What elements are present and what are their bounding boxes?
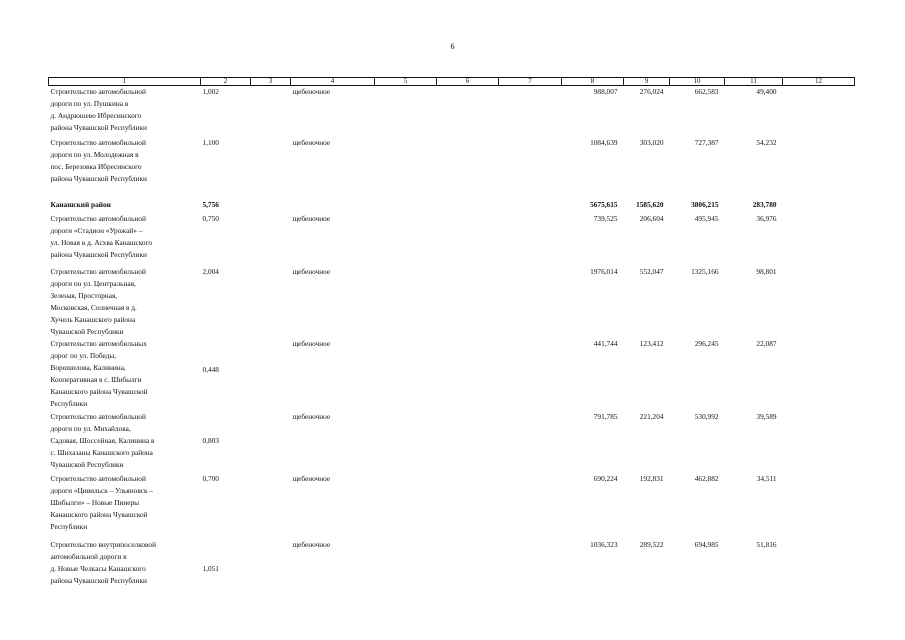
empty-cell: [499, 411, 562, 473]
value-col10: 530,992: [694, 411, 719, 421]
empty-cell: [375, 193, 437, 213]
table-row: [49, 266, 855, 338]
value-col8: 791,785: [593, 411, 618, 421]
empty-cell: [375, 338, 437, 411]
empty-cell: [291, 193, 375, 213]
empty-cell: [251, 338, 291, 411]
empty-cell: [437, 266, 499, 338]
object-name-line: дороги по ул. Михайлова,: [50, 423, 131, 433]
value-col8: 1976,014: [590, 266, 618, 276]
object-name-line: Хучель Канашского района: [50, 314, 136, 324]
district-col8: 5675,615: [590, 199, 618, 209]
empty-cell: [437, 86, 499, 137]
value-col11: 51,816: [756, 539, 777, 549]
empty-cell: [251, 86, 291, 137]
value-col10: 662,583: [694, 87, 719, 96]
object-name-line: Кооперативная в с. Шибылги: [50, 374, 142, 384]
object-name-line: Чувашской Республики: [50, 326, 124, 336]
table-row: [49, 473, 855, 539]
object-name-line: Строительство автомобильной: [50, 87, 146, 96]
object-name-line: Садовая, Шоссейная, Калинина в: [50, 435, 155, 445]
surface-type: щебеночное: [292, 473, 331, 483]
value-col9: 123,412: [639, 338, 664, 348]
empty-cell: [437, 193, 499, 213]
object-name-line: ул. Новая в д. Асхва Канашского: [50, 237, 153, 247]
empty-cell: [437, 137, 499, 193]
empty-cell: [437, 539, 499, 589]
value-col10: 462,882: [694, 473, 719, 483]
surface-type: щебеночное: [292, 213, 331, 223]
value-col9: 192,831: [639, 473, 664, 483]
object-name-line: Республики: [50, 398, 88, 408]
empty-cell: [437, 473, 499, 539]
value-col11: 36,976: [756, 213, 777, 223]
object-name-line: Ворошилова, Калинина,: [50, 362, 126, 372]
object-name-line: Строительство автомобильной: [50, 473, 146, 483]
object-name-line: Строительство автомобильной: [50, 266, 146, 276]
col-header-2: 2: [201, 78, 251, 86]
object-name-line: Строительство автомобильных: [50, 338, 147, 348]
value-col8: 441,744: [593, 338, 618, 348]
value-col10: 495,945: [694, 213, 719, 223]
surface-type: щебеночное: [292, 266, 331, 276]
object-name-line: дороги «Стадион «Урожай» –: [50, 225, 143, 235]
road-construction-table: [48, 77, 855, 589]
col-header-4: 4: [291, 78, 375, 86]
value-col8: 739,525: [593, 213, 618, 223]
surface-type: щебеночное: [292, 338, 331, 348]
road-length: 0,750: [202, 213, 219, 223]
object-name: [49, 213, 201, 266]
value-col11: 22,087: [756, 338, 777, 348]
surface-type: щебеночное: [292, 137, 331, 147]
object-name-line: дороги «Цивильск – Ульяновск –: [50, 485, 153, 495]
value-col11: 54,232: [756, 137, 777, 147]
object-name-line: дорог по ул. Победы,: [50, 350, 117, 360]
value-col8: 1036,323: [590, 539, 618, 549]
table-row: [49, 213, 855, 266]
district-col9: 1585,620: [636, 199, 664, 209]
road-length: 1,100: [202, 137, 219, 147]
empty-cell: [783, 86, 855, 137]
empty-cell: [251, 539, 291, 589]
empty-cell: [375, 266, 437, 338]
object-name-line: Московская, Солнечная в д.: [50, 302, 137, 312]
empty-cell: [499, 266, 562, 338]
object-name-line: д. Новые Челкасы Канашского: [50, 563, 146, 573]
object-name-line: Строительство автомобильной: [50, 137, 146, 147]
empty-cell: [783, 411, 855, 473]
object-name-line: автомобильной дороги в: [50, 551, 127, 561]
value-col9: 276,024: [639, 87, 664, 96]
column-number-header-row: [49, 78, 855, 86]
value-col10: 727,387: [694, 137, 719, 147]
value-col9: 303,020: [639, 137, 664, 147]
empty-cell: [783, 338, 855, 411]
empty-cell: [251, 213, 291, 266]
object-name: [49, 86, 201, 137]
empty-cell: [437, 213, 499, 266]
object-name-line: района Чувашской Республики: [50, 173, 147, 183]
road-length: 0,448: [202, 364, 219, 374]
empty-cell: [499, 86, 562, 137]
col-header-11: 11: [725, 78, 783, 86]
table-row: [49, 338, 855, 411]
empty-cell: [251, 411, 291, 473]
col-header-7: 7: [499, 78, 562, 86]
value-col8: 690,224: [593, 473, 618, 483]
empty-cell: [499, 213, 562, 266]
value-col10: 694,985: [694, 539, 719, 549]
col-header-3: 3: [251, 78, 291, 86]
object-name-line: Строительство внутрипоселковой: [50, 539, 156, 549]
empty-cell: [499, 193, 562, 213]
empty-cell: [375, 86, 437, 137]
object-name-line: района Чувашской Республики: [50, 249, 147, 259]
district-total-row: [49, 193, 855, 213]
col-header-12: 12: [783, 78, 855, 86]
col-header-8: 8: [562, 78, 624, 86]
road-length: 1,051: [202, 563, 219, 573]
value-col9: 206,604: [639, 213, 664, 223]
table-row: [49, 137, 855, 193]
surface-type: щебеночное: [292, 87, 331, 96]
value-col11: 98,801: [756, 266, 777, 276]
object-name-line: района Чувашской Республики: [50, 123, 147, 132]
empty-cell: [783, 266, 855, 338]
col-header-5: 5: [375, 78, 437, 86]
object-name-line: Канашского района Чувашской: [50, 509, 148, 519]
empty-cell: [375, 473, 437, 539]
object-name-line: пос. Березовка Ибресинского: [50, 161, 142, 171]
empty-cell: [499, 338, 562, 411]
object-name: [49, 539, 201, 589]
object-name-line: Строительство автомобильной: [50, 411, 146, 421]
empty-cell: [783, 193, 855, 213]
table-row: [49, 411, 855, 473]
road-length: 0,700: [202, 473, 219, 483]
col-header-10: 10: [670, 78, 725, 86]
object-name-line: Чувашской Республики: [50, 459, 124, 469]
table-row: [49, 86, 855, 137]
object-name-line: Шибылги» – Новые Пинеры: [50, 497, 140, 507]
object-name-line: дороги по ул. Молодежная в: [50, 149, 139, 159]
value-col11: 49,400: [756, 87, 777, 96]
object-name-line: Республики: [50, 521, 88, 531]
empty-cell: [251, 473, 291, 539]
empty-cell: [783, 473, 855, 539]
value-col8: 988,007: [593, 87, 618, 96]
road-construction-table-wrapper: [48, 77, 854, 589]
empty-cell: [251, 137, 291, 193]
object-name-line: Зеленая, Просторная,: [50, 290, 118, 300]
value-col11: 39,589: [756, 411, 777, 421]
empty-cell: [783, 137, 855, 193]
road-length: 2,004: [202, 266, 219, 276]
empty-cell: [375, 411, 437, 473]
value-col9: 221,204: [639, 411, 664, 421]
empty-cell: [375, 213, 437, 266]
value-col8: 1084,639: [590, 137, 618, 147]
empty-cell: [437, 338, 499, 411]
district-col11: 283,780: [752, 199, 777, 209]
empty-cell: [783, 213, 855, 266]
page-number: 6: [450, 42, 455, 51]
object-name: [49, 137, 201, 193]
col-header-1: 1: [49, 78, 201, 86]
value-col9: 552,047: [639, 266, 664, 276]
district-length: 5,756: [202, 199, 219, 209]
surface-type: щебеночное: [292, 411, 331, 421]
col-header-9: 9: [624, 78, 670, 86]
col-header-6: 6: [437, 78, 499, 86]
object-name-line: Канашского района Чувашской: [50, 386, 148, 396]
object-name: [49, 338, 201, 411]
object-name-line: д. Андрюшево Ибресинского: [50, 111, 142, 120]
table-row: [49, 539, 855, 589]
value-col9: 289,522: [639, 539, 664, 549]
object-name: [49, 473, 201, 539]
empty-cell: [251, 266, 291, 338]
road-length: 0,803: [202, 435, 219, 445]
value-col10: 1325,166: [691, 266, 719, 276]
empty-cell: [375, 137, 437, 193]
empty-cell: [375, 539, 437, 589]
object-name-line: дороги по ул. Центральная,: [50, 278, 136, 288]
empty-cell: [499, 137, 562, 193]
district-name: Канашский район: [50, 199, 111, 209]
empty-cell: [251, 193, 291, 213]
empty-cell: [437, 411, 499, 473]
object-name-line: района Чувашской Республики: [50, 575, 147, 585]
empty-cell: [499, 539, 562, 589]
surface-type: щебеночное: [292, 539, 331, 549]
district-col10: 3806,215: [691, 199, 719, 209]
value-col10: 296,245: [694, 338, 719, 348]
object-name-line: с. Шихазаны Канашского района: [50, 447, 153, 457]
object-name: [49, 411, 201, 473]
value-col11: 34,511: [756, 473, 777, 483]
road-length: 1,002: [202, 87, 219, 96]
object-name-line: дороги по ул. Пушкина в: [50, 99, 129, 108]
object-name-line: Строительство автомобильной: [50, 213, 146, 223]
empty-cell: [499, 473, 562, 539]
empty-cell: [783, 539, 855, 589]
object-name: [49, 266, 201, 338]
